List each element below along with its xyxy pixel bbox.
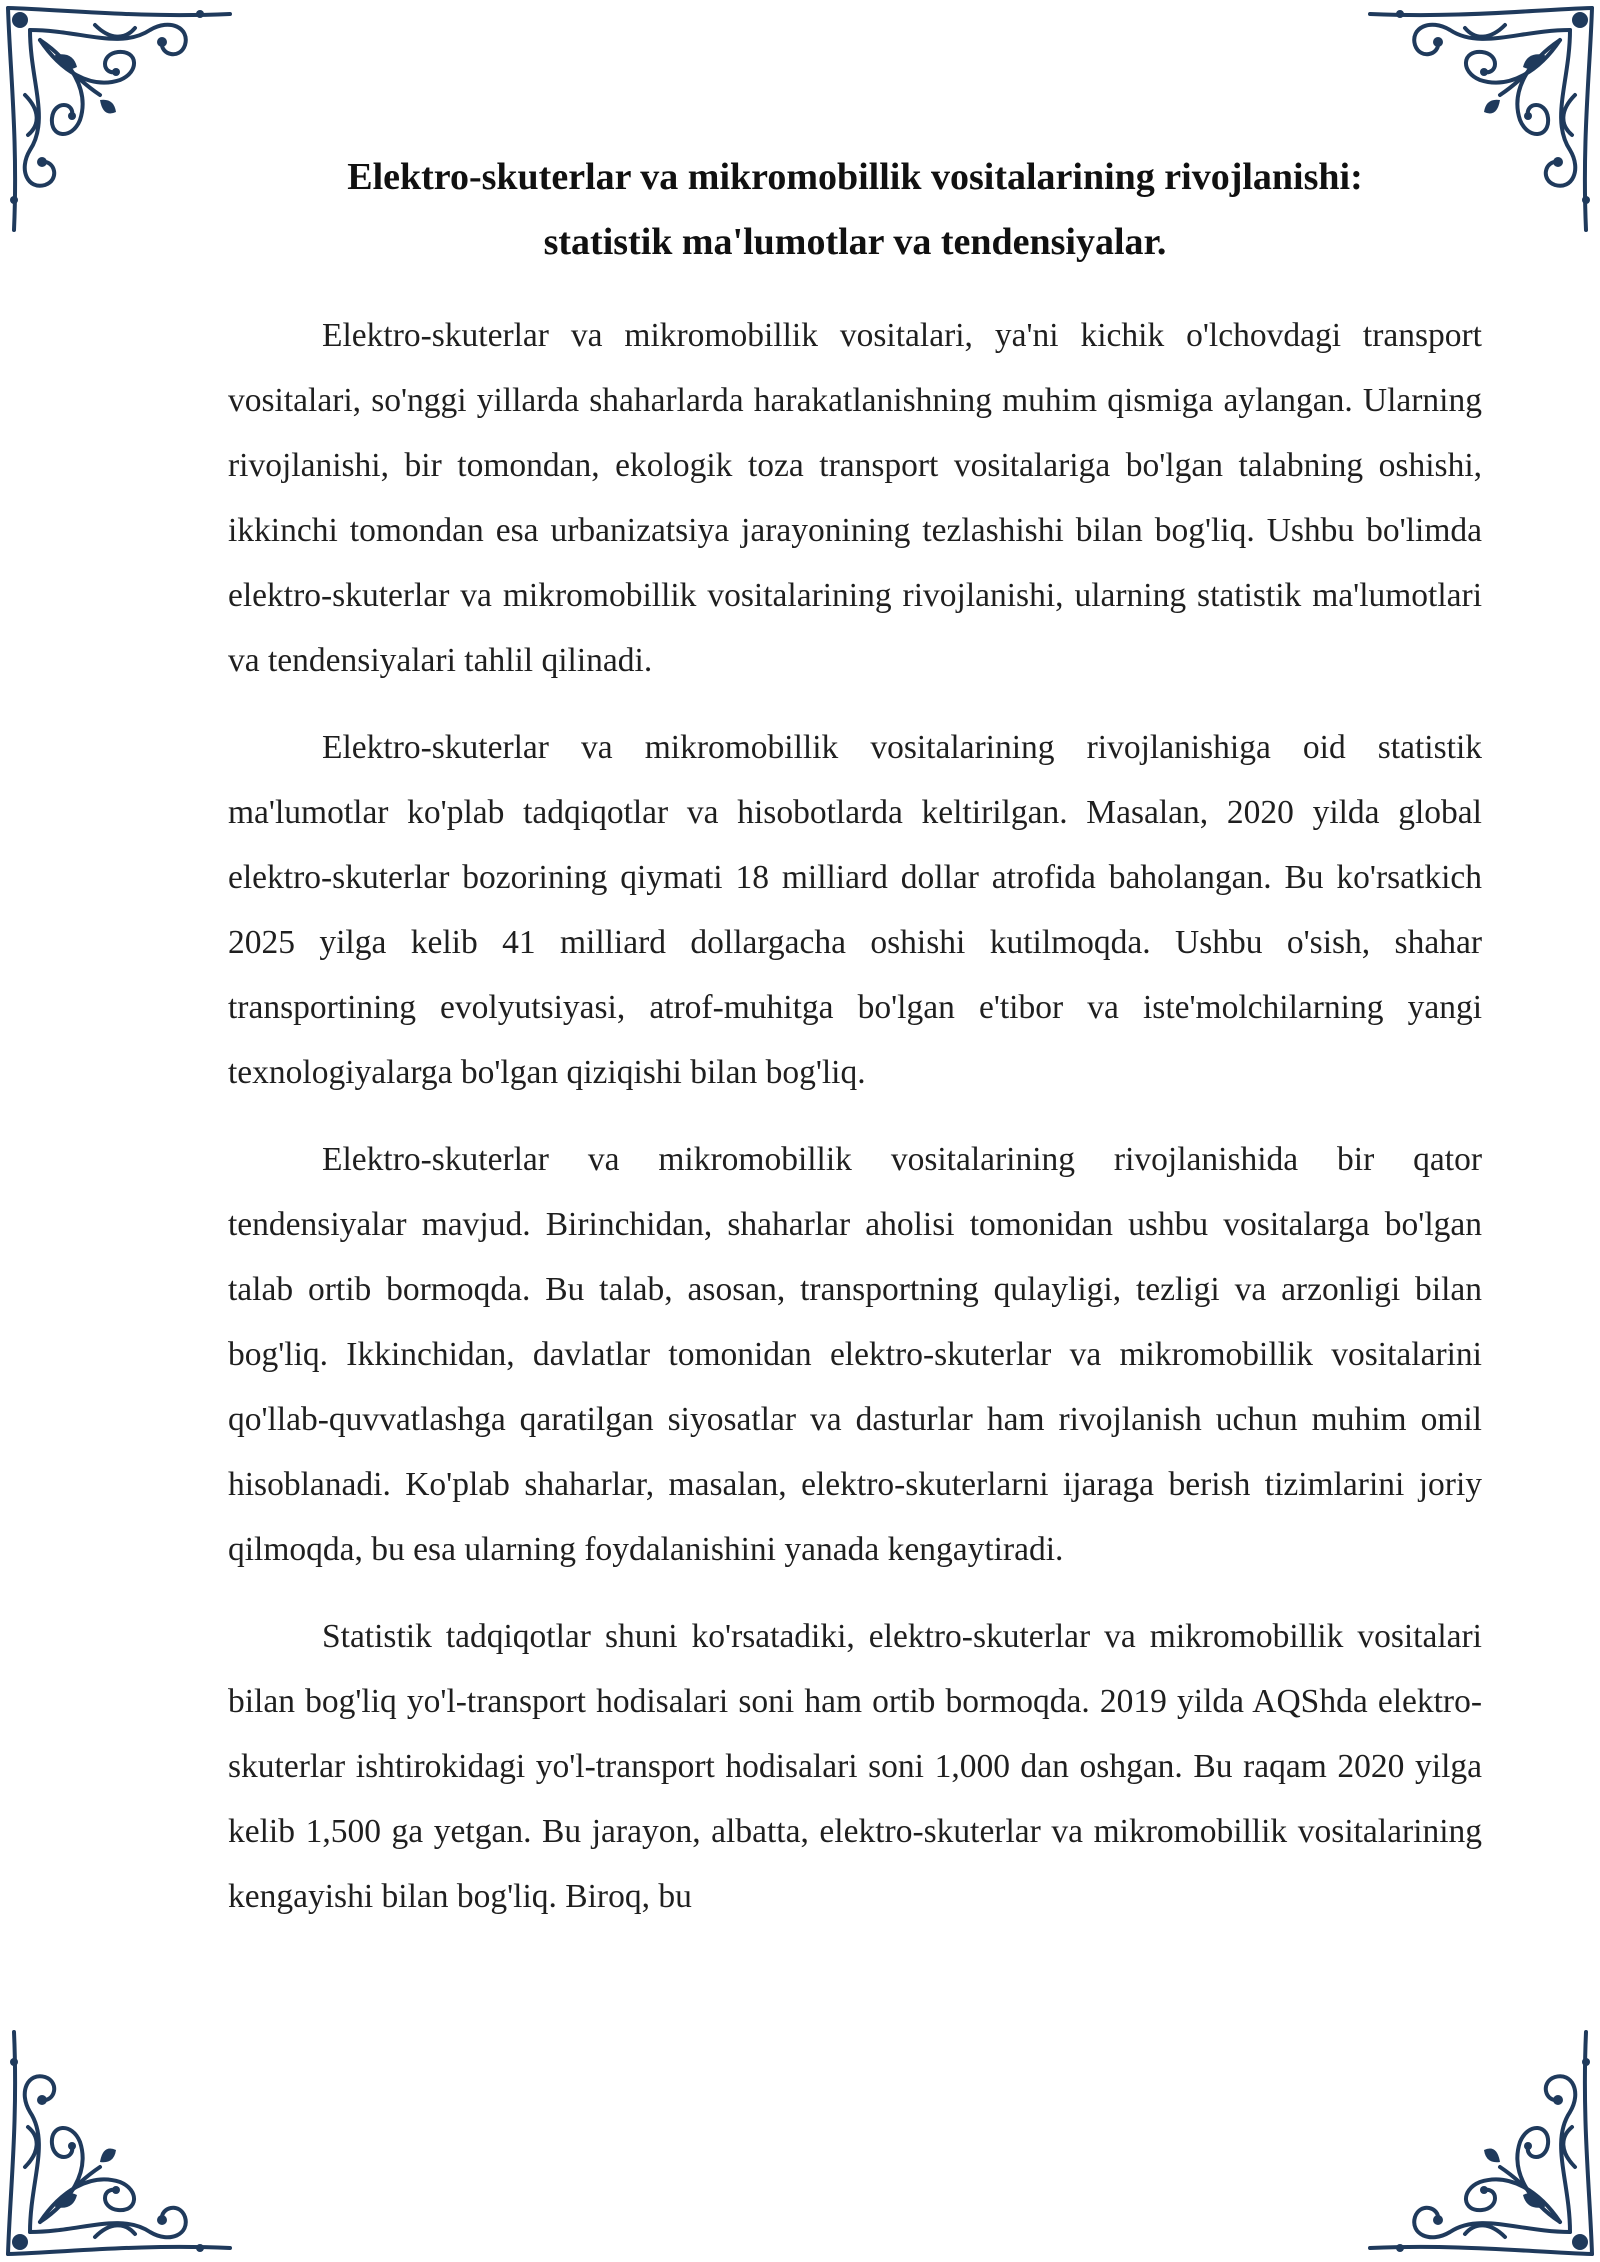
corner-ornament-top-left <box>0 0 250 250</box>
paragraph-2: Elektro-skuterlar va mikromobillik vositalarining rivojlanishiga oid statistik ma'lumotlar ko'plab tadqiqotlar va hisobotlarda keltirilgan. Masalan, 2020 yilda global elektro-skuterlar bozorining qiymati 18 milliard dollar atrofida baholangan. Bu ko'rsatkich 2025 yilga kelib 41 milliard dollargacha oshishi kutilmoqda. Ushbu o'sish, shahar transportining evolyutsiyasi, atrof-muhitga bo'lgan e'tibor va iste'molchilarning yangi texnologiyalarga bo'lgan qiziqishi bilan bog'liq. <box>228 729 1482 1091</box>
document-title <box>228 145 1482 275</box>
title-line-2: statistik ma'lumotlar va tendensiyalar. <box>543 221 1167 263</box>
ornament-flourish-icon <box>0 0 250 250</box>
title-line-1: Elektro-skuterlar va mikromobillik vositalarining rivojlanishi: <box>347 156 1363 198</box>
paragraph-3: Elektro-skuterlar va mikromobillik vositalarining rivojlanishida bir qator tendensiyalar mavjud. Birinchidan, shaharlar aholisi tomonidan ushbu vositalarga bo'lgan talab ortib bormoqda. Bu talab, asosan, transportning qulayligi, tezligi va arzonligi bilan bog'liq. Ikkinchidan, davlatlar tomonidan elektro-skuterlar va mikromobillik vositalarini qo'llab-quvvatlashga qaratilgan siyosatlar va dasturlar ham rivojlanish uchun muhim omil hisoblanadi. Ko'plab shaharlar, masalan, elektro-skuterlarni ijaraga berish tizimlarini joriy qilmoqda, bu esa ularning foydalanishini yanada kengaytiradi. <box>228 1141 1482 1568</box>
corner-ornament-bottom-right <box>1350 2012 1600 2262</box>
paragraph-4: Statistik tadqiqotlar shuni ko'rsatadiki, elektro-skuterlar va mikromobillik vositalari bilan bog'liq yo'l-transport hodisalari soni ham ortib bormoqda. 2019 yilda AQShda elektro-skuterlar ishtirokidagi yo'l-transport hodisalari soni 1,000 dan oshgan. Bu raqam 2020 yilga kelib 1,500 ga yetgan. Bu jarayon, albatta, elektro-skuterlar va mikromobillik vositalarining kengayishi bilan bog'liq. Biroq, bu <box>228 1618 1482 1915</box>
corner-ornament-bottom-left <box>0 2012 250 2262</box>
ornament-flourish-icon <box>0 2012 250 2262</box>
ornament-flourish-icon <box>1350 2012 1600 2262</box>
document-body <box>228 145 1482 1929</box>
paragraph-1: Elektro-skuterlar va mikromobillik vositalari, ya'ni kichik o'lchovdagi transport vositalari, so'nggi yillarda shaharlarda harakatlanishning muhim qismiga aylangan. Ularning rivojlanishi, bir tomondan, ekologik toza transport vositalariga bo'lgan talabning oshishi, ikkinchi tomondan esa urbanizatsiya jarayonining tezlashishi bilan bog'liq. Ushbu bo'limda elektro-skuterlar va mikromobillik vositalarining rivojlanishi, ularning statistik ma'lumotlari va tendensiyalari tahlil qilinadi. <box>228 317 1482 679</box>
